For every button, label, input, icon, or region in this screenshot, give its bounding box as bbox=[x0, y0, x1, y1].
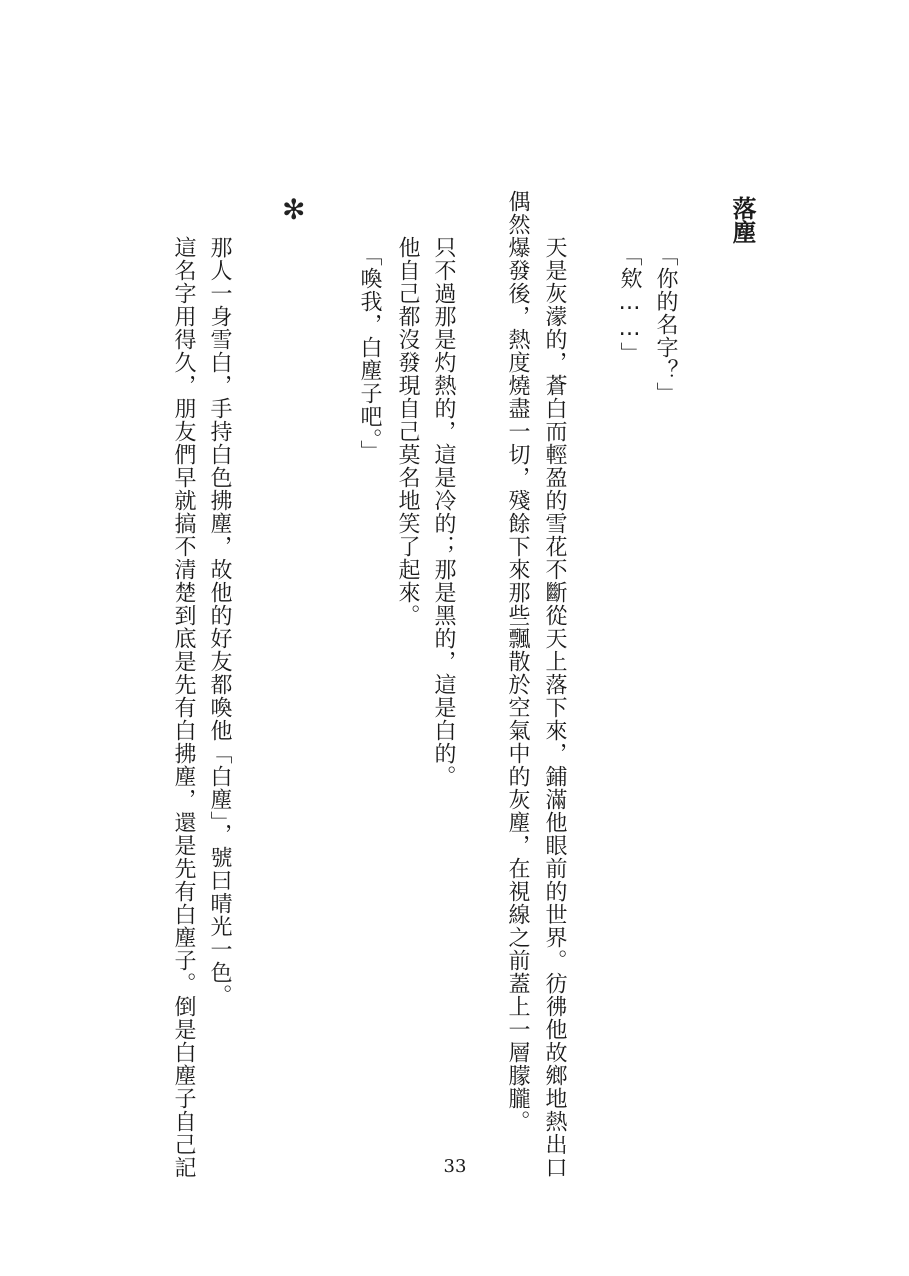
section-divider-icon: ✻ bbox=[282, 193, 306, 226]
paragraph-line-4: 他自己都沒發現自己莫名地笑了起來。 bbox=[395, 236, 420, 627]
paragraph-line-6: 這名字用得久，朋友們早就搞不清楚到底是先有白拂塵，還是先有白塵子。倒是白塵子自己記 bbox=[171, 236, 196, 1179]
dialogue-line-1: 「你的名字？」 bbox=[653, 244, 678, 405]
paragraph-line-3: 只不過那是灼熱的，這是冷的；那是黑的，這是白的。 bbox=[431, 236, 456, 788]
paragraph-line-2: 偶然爆發後，熱度燒盡一切，殘餘下來那些飄散於空氣中的灰塵，在視線之前蓋上一層朦朧。 bbox=[505, 190, 530, 1133]
paragraph-line-1: 天是灰濛的，蒼白而輕盈的雪花不斷從天上落下來，鋪滿他眼前的世界。彷彿他故鄉地熱出口 bbox=[542, 236, 567, 1179]
chapter-title: 落塵 bbox=[728, 196, 756, 244]
page-number: 33 bbox=[443, 1156, 467, 1177]
paragraph-line-5: 那人一身雪白，手持白色拂塵，故他的好友都喚他「白塵」，號曰晴光一色。 bbox=[207, 236, 232, 1007]
dialogue-line-2: 「欸……」 bbox=[617, 244, 642, 365]
dialogue-line-3: 「喚我，白塵子吧。」 bbox=[357, 244, 382, 463]
